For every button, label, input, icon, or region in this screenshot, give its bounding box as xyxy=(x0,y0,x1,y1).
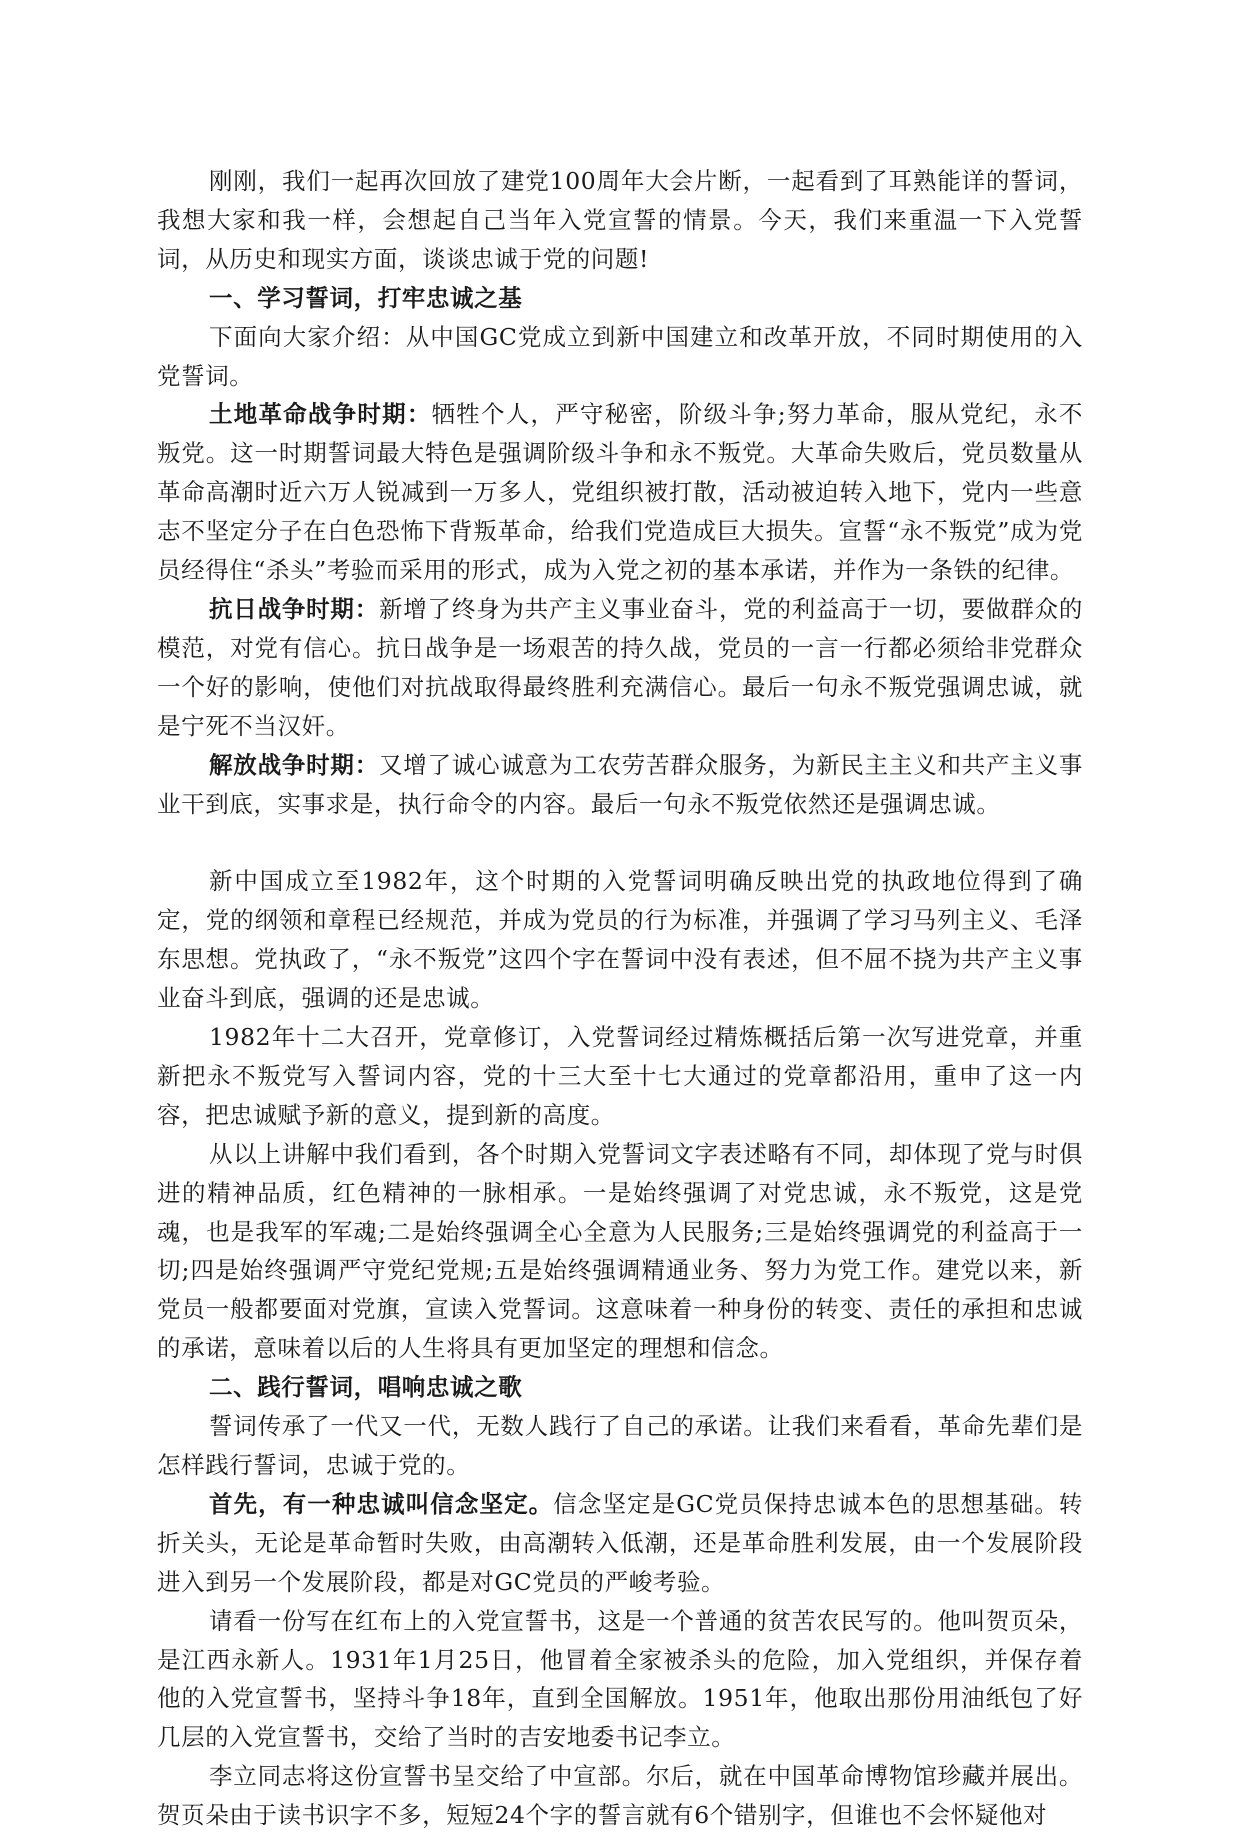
prc-to-1982-paragraph: 新中国成立至1982年，这个时期的入党誓词明确反映出党的执政地位得到了确定，党的纲领和章程已经规范，并成为党员的行为标准，并强调了学习马列主义、毛泽东思想。党执政了，“永不叛党”这四个字在誓词中没有表述，但不屈不挠为共产主义事业奋斗到底，强调的还是忠诚。 xyxy=(157,867,1083,1013)
anti-japanese-war-lead: 抗日战争时期： xyxy=(209,594,379,623)
liberation-war-text: 又增了诚心诚意为工农劳苦群众服务，为新民主主义和共产主义事业干到底，实事求是，执行命令的内容。最后一句永不叛党依然还是强调忠诚。 xyxy=(157,750,1083,818)
section-two-heading: 二、践行誓词，唱响忠诚之歌 xyxy=(209,1373,523,1402)
red-cloth-oath-paragraph: 请看一份写在红布上的入党宣誓书，这是一个普通的贫苦农民写的。他叫贺页朵，是江西永新人。1931年1月25日，他冒着全家被杀头的危险，加入党组织，并保存着他的入党宣誓书，坚持斗争18年，直到全国解放。1951年，他取出那份用油纸包了好几层的入党宣誓书，交给了当时的吉安地委书记李立。 xyxy=(157,1606,1083,1752)
faith-lead: 首先，有一种忠诚叫信念坚定。 xyxy=(209,1489,554,1518)
liberation-war-lead: 解放战争时期： xyxy=(209,750,379,779)
li-li-paragraph: 李立同志将这份宣誓书呈交给了中宣部。尔后，就在中国革命博物馆珍藏并展出。贺页朵由于读书识字不多，短短24个字的誓言就有6个错别字，但谁也不会怀疑他对 xyxy=(157,1762,1083,1830)
liberation-war-paragraph xyxy=(157,746,1083,824)
twelfth-congress-paragraph: 1982年十二大召开，党章修订，入党誓词经过精炼概括后第一次写进党章，并重新把永不叛党写入誓词内容，党的十三大至十七大通过的党章都沿用，重申了这一内容，把忠诚赋予新的意义，提到新的高度。 xyxy=(157,1023,1083,1129)
intro-paragraph: 刚刚，我们一起再次回放了建党100周年大会片断，一起看到了耳熟能详的誓词，我想大家和我一样，会想起自己当年入党宣誓的情景。今天，我们来重温一下入党誓词，从历史和现实方面，谈谈忠诚于党的问题! xyxy=(157,167,1083,273)
summary-paragraph: 从以上讲解中我们看到，各个时期入党誓词文字表述略有不同，却体现了党与时俱进的精神品质，红色精神的一脉相承。一是始终强调了对党忠诚，永不叛党，这是党魂，也是我军的军魂;二是始终强调全心全意为人民服务;三是始终强调党的利益高于一切;四是始终强调严守党纪党规;五是始终强调精通业务、努力为党工作。建党以来，新党员一般都要面对党旗，宣读入党誓词。这意味着一种身份的转变、责任的承担和忠诚的承诺，意味着以后的人生将具有更加坚定的理想和信念。 xyxy=(157,1139,1083,1363)
anti-japanese-war-text: 新增了终身为共产主义事业奋斗，党的利益高于一切，要做群众的模范，对党有信心。抗日战争是一场艰苦的持久战，党员的一言一行都必须给非党群众一个好的影响，使他们对抗战取得最终胜利充满信心。最后一句永不叛党强调忠诚，就是宁死不当汉奸。 xyxy=(157,594,1083,740)
anti-japanese-war-paragraph xyxy=(157,590,1083,746)
section-two-intro-paragraph: 誓词传承了一代又一代，无数人践行了自己的承诺。让我们来看看，革命先辈们是怎样践行誓词，忠诚于党的。 xyxy=(157,1412,1083,1479)
faith-text: 信念坚定是GC党员保持忠诚本色的思想基础。转折关头，无论是革命暂时失败，由高潮转入低潮，还是革命胜利发展，由一个发展阶段进入到另一个发展阶段，都是对GC党员的严峻考验。 xyxy=(157,1489,1084,1596)
land-revolution-paragraph xyxy=(157,395,1083,590)
section-one-intro-paragraph: 下面向大家介绍：从中国GC党成立到新中国建立和改革开放，不同时期使用的入党誓词。 xyxy=(157,322,1083,390)
land-revolution-lead: 土地革命战争时期： xyxy=(209,400,432,429)
document-page xyxy=(157,162,1083,1835)
land-revolution-text: 牺牲个人，严守秘密，阶级斗争;努力革命，服从党纪，永不叛党。这一时期誓词最大特色是强调阶级斗争和永不叛党。大革命失败后，党员数量从革命高潮时近六万人锐减到一万多人，党组织被打散，活动被迫转入地下，党内一些意志不坚定分子在白色恐怖下背叛革命，给我们党造成巨大损失。宣誓“永不叛党”成为党员经得住“杀头”考验而采用的形式，成为入党之初的基本承诺，并作为一条铁的纪律。 xyxy=(157,400,1083,585)
section-one-heading: 一、学习誓词，打牢忠诚之基 xyxy=(209,283,523,312)
faith-paragraph xyxy=(157,1485,1083,1602)
paragraph-gap xyxy=(157,823,1083,862)
